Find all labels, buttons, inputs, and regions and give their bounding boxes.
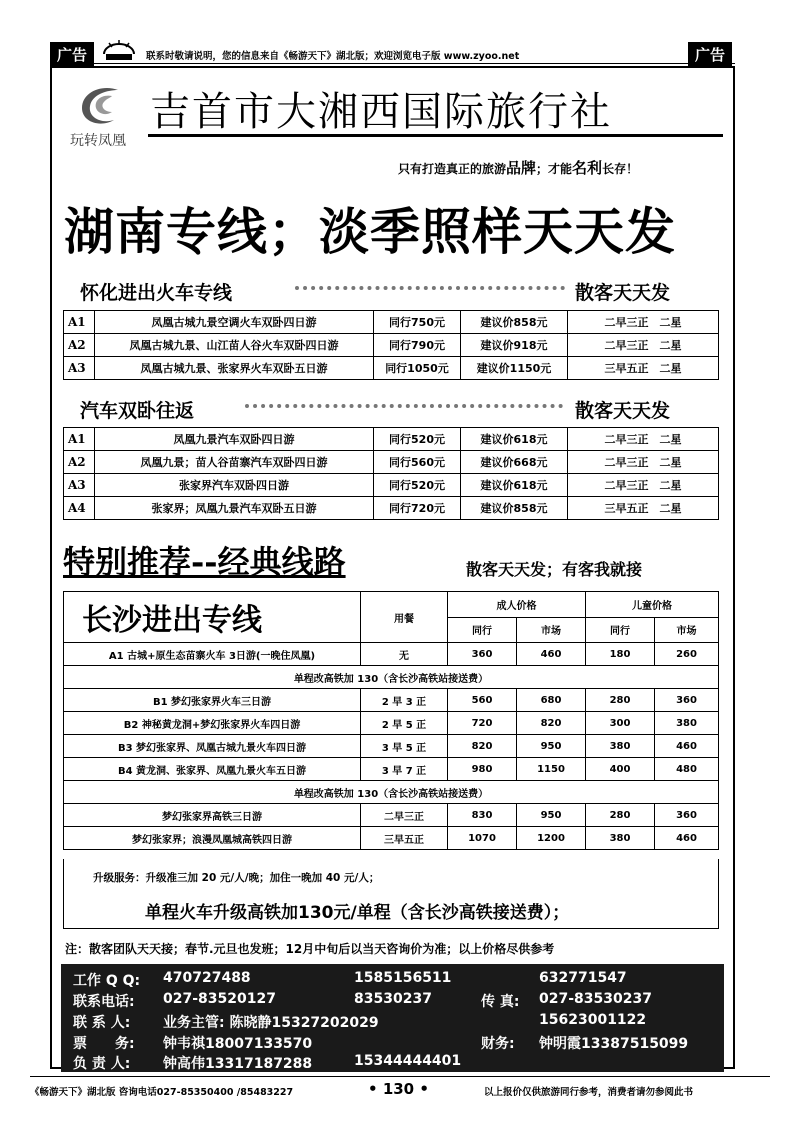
- section2-dots: [245, 404, 563, 408]
- col-child-market: 市场: [655, 617, 719, 643]
- ad-label-right: 广告: [688, 42, 732, 67]
- footer-right: 以上报价仅供旅游同行参考，消费者请勿参阅此书: [484, 1087, 694, 1098]
- slogan: 只有打造真正的旅游品牌；才能名利长存！: [398, 159, 639, 177]
- table-row: A2 凤凰九景；苗人谷苗寨汽车双卧四日游 同行560元 建议价668元 二早三正 二星: [64, 451, 719, 474]
- featured-tail: 散客天天发；有客我就接: [466, 560, 643, 579]
- upgrade-big: 单程火车升级高铁加130元/单程（含长沙高铁接送费）；: [145, 903, 570, 923]
- col-adult-market: 市场: [517, 617, 586, 643]
- section1-title: 怀化进出火车专线: [80, 282, 233, 304]
- finance-label: 财务:: [481, 1036, 515, 1052]
- qq3: 632771547: [539, 970, 627, 986]
- tel1: 027-83520127: [163, 991, 276, 1007]
- section2-tag: 散客天天发: [575, 400, 671, 422]
- footer-rule: [30, 1076, 770, 1077]
- headline: 湖南专线；淡季照样天天发: [64, 202, 676, 261]
- magazine-logo-icon: [100, 38, 138, 66]
- section1-dots: [295, 286, 565, 290]
- section2-title: 汽车双卧往返: [80, 400, 195, 422]
- table-row: B4 黄龙洞、张家界、凤凰九景火车五日游 3 早 7 正 980 1150 400 480: [64, 758, 719, 781]
- contact-block: [61, 964, 724, 1072]
- table-note-row: 单程改高铁加 130（含长沙高铁站接送费）: [64, 666, 719, 689]
- table-row: A4 张家界；凤凰九景汽车双卧五日游 同行720元 建议价858元 三早五正 二星: [64, 497, 719, 520]
- fax-label: 传 真:: [481, 994, 520, 1010]
- head: 钟高伟13317187288: [163, 1056, 313, 1072]
- phoenix-logo-icon: [72, 82, 132, 136]
- finance: 钟明霞13387515099: [539, 1036, 689, 1052]
- section1-tag: 散客天天发: [575, 282, 671, 304]
- table-row: A2 凤凰古城九景、山江苗人谷火车双卧四日游 同行790元 建议价918元 二早三正 二星: [64, 334, 719, 357]
- table-row: A3 张家界汽车双卧四日游 同行520元 建议价618元 二早三正 二星: [64, 474, 719, 497]
- changsha-table: [63, 591, 719, 850]
- person-tel2: 15623001122: [539, 1012, 647, 1028]
- company-underline: [148, 134, 723, 137]
- col-meal: 用餐: [361, 592, 448, 643]
- table-row: 梦幻张家界高铁三日游 二早三正 830 950 280 360: [64, 804, 719, 827]
- ticket: 钟韦祺18007133570: [163, 1036, 313, 1052]
- head-tel2: 15344444401: [354, 1053, 462, 1069]
- company-name: 吉首市大湘西国际旅行社: [150, 89, 612, 135]
- col-child-peer: 同行: [586, 617, 655, 643]
- table-row: B2 神秘黄龙洞+梦幻张家界火车四日游 2 早 5 正 720 820 300 380: [64, 712, 719, 735]
- top-rule: [50, 63, 735, 64]
- note: 注：散客团队天天接；春节.元旦也发班；12月中旬后以当天咨询价为准；以上价格尽供参考: [65, 942, 555, 956]
- changsha-title: 长沙进出专线: [64, 592, 361, 643]
- changsha-table-wrap: [63, 591, 719, 846]
- tel2: 83530237: [354, 991, 432, 1007]
- footer-left: 《畅游天下》湖北版 咨询电话027-85350400 /85483227: [30, 1087, 294, 1098]
- person-label: 联 系 人:: [73, 1015, 131, 1031]
- col-adult-peer: 同行: [448, 617, 517, 643]
- qq1: 470727488: [163, 970, 251, 986]
- ticket-label: 票 务:: [73, 1036, 135, 1052]
- table-note-row: 单程改高铁加 130（含长沙高铁站接送费）: [64, 781, 719, 804]
- logo-caption: 玩转凤凰: [70, 133, 126, 149]
- qq2: 1585156511: [354, 970, 452, 986]
- qq-label: 工作 Q Q:: [73, 973, 141, 989]
- col-child: 儿童价格: [586, 592, 719, 618]
- section1-table: [63, 310, 719, 380]
- table-row: A3 凤凰古城九景、张家界火车双卧五日游 同行1050元 建议价1150元 三早五正 二星: [64, 357, 719, 380]
- col-adult: 成人价格: [448, 592, 586, 618]
- top-note: 联系时敬请说明，您的信息来自《畅游天下》湖北版；欢迎浏览电子版 www.zyoo.net: [146, 51, 520, 62]
- table-row: A1 古城+原生态苗寨火车 3日游(一晚住凤凰) 无 360 460 180 260: [64, 643, 719, 666]
- featured-title: 特别推荐--经典线路: [63, 543, 346, 581]
- table-row: B3 梦幻张家界、凤凰古城九景火车四日游 3 早 5 正 820 950 380 460: [64, 735, 719, 758]
- section2-table: [63, 427, 719, 520]
- table-row: A1 凤凰古城九景空调火车双卧四日游 同行750元 建议价858元 二早三正 二星: [64, 311, 719, 334]
- person: 业务主管: 陈晓静15327202029: [163, 1015, 379, 1031]
- table-row: A1 凤凰九景汽车双卧四日游 同行520元 建议价618元 二早三正 二星: [64, 428, 719, 451]
- tel-label: 联系电话:: [73, 994, 135, 1010]
- table-row: 梦幻张家界；浪漫凤凰城高铁四日游 三早五正 1070 1200 380 460: [64, 827, 719, 850]
- upgrade-small: 升级服务：升级准三加 20 元/人/晚；加住一晚加 40 元/人；: [93, 872, 380, 884]
- ad-label-left: 广告: [50, 42, 94, 67]
- table-row: B1 梦幻张家界火车三日游 2 早 3 正 560 680 280 360: [64, 689, 719, 712]
- fax: 027-83530237: [539, 991, 652, 1007]
- page-number: • 130 •: [368, 1080, 429, 1098]
- head-label: 负 责 人:: [73, 1056, 131, 1072]
